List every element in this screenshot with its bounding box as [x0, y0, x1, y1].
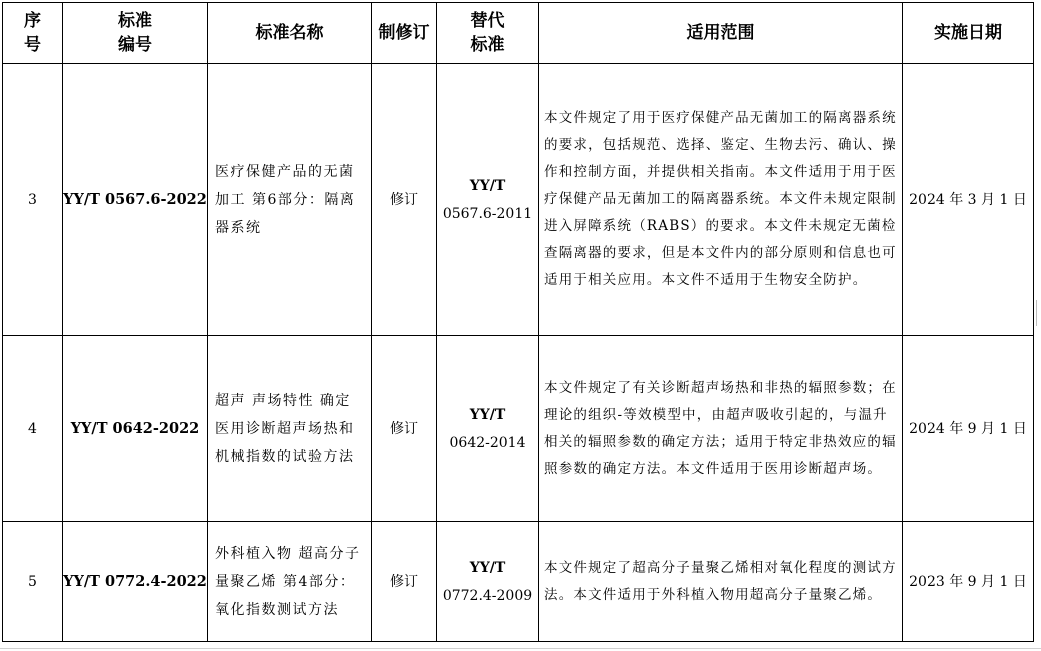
- header-replace-line1: 替代: [470, 11, 505, 31]
- row-name: 外科植入物 超高分子量聚乙烯 第4部分：氧化指数测试方法: [208, 522, 372, 642]
- header-code-line2: 编号: [118, 35, 152, 55]
- row-code: YY/T 0567.6-2022: [63, 64, 208, 336]
- row-date: 2024 年 3 月 1 日: [903, 64, 1034, 336]
- row-replace-line1: YY/T: [469, 559, 506, 576]
- row-replace-line2: 0642-2014: [449, 434, 526, 451]
- row-name: 医疗保健产品的无菌加工 第6部分：隔离器系统: [208, 64, 372, 336]
- row-type: 修订: [372, 522, 437, 642]
- row-replace: [437, 336, 539, 522]
- row-replace-line2: 0772.4-2009: [442, 587, 533, 604]
- header-replace: [437, 3, 539, 64]
- table-row: [3, 522, 1034, 642]
- row-replace: [437, 64, 539, 336]
- header-seq-line1: 序: [24, 11, 41, 31]
- row-scope: 本文件规定了有关诊断超声场热和非热的辐照参数；在理论的组织-等效模型中，由超声吸收引起的，与温升相关的辐照参数的确定方法；适用于特定非热效应的辐照参数的确定方法。本文件适用于医用诊断超声场。: [539, 336, 903, 522]
- header-seq-line2: 号: [24, 35, 41, 55]
- row-scope: 本文件规定了超高分子量聚乙烯相对氧化程度的测试方法。本文件适用于外科植入物用超高分子量聚乙烯。: [539, 522, 903, 642]
- row-code: YY/T 0772.4-2022: [63, 522, 208, 642]
- row-name: 超声 声场特性 确定医用诊断超声场热和机械指数的试验方法: [208, 336, 372, 522]
- row-seq: 4: [3, 336, 63, 522]
- row-replace-line2: 0567.6-2011: [442, 205, 533, 222]
- row-date: 2023 年 9 月 1 日: [903, 522, 1034, 642]
- header-seq: [3, 3, 63, 64]
- row-scope: 本文件规定了用于医疗保健产品无菌加工的隔离器系统的要求，包括规范、选择、鉴定、生物去污、确认、操作和控制方面，并提供相关指南。本文件适用于用于医疗保健产品无菌加工的隔离器系统。本文件未规定限制进入屏障系统（RABS）的要求。本文件未规定无菌检查隔离器的要求，但是本文件内的部分原则和信息也可适用于相关应用。本文件不适用于生物安全防护。: [539, 64, 903, 336]
- row-type: 修订: [372, 64, 437, 336]
- header-scope: 适用范围: [539, 3, 903, 64]
- row-date: 2024 年 9 月 1 日: [903, 336, 1034, 522]
- header-type: 制修订: [372, 3, 437, 64]
- row-seq: 5: [3, 522, 63, 642]
- bottom-edge-rule: [0, 648, 1041, 649]
- table-row: [3, 336, 1034, 522]
- header-replace-line2: 标准: [470, 35, 505, 55]
- header-code-line1: 标准: [118, 11, 152, 31]
- header-date: 实施日期: [903, 3, 1034, 64]
- table-row: [3, 64, 1034, 336]
- row-replace-line1: YY/T: [469, 406, 506, 423]
- row-type: 修订: [372, 336, 437, 522]
- row-seq: 3: [3, 64, 63, 336]
- header-name: 标准名称: [208, 3, 372, 64]
- row-replace: [437, 522, 539, 642]
- table-header-row: [3, 3, 1034, 64]
- header-code: [63, 3, 208, 64]
- standards-table: [2, 2, 1034, 642]
- row-code: YY/T 0642-2022: [63, 336, 208, 522]
- row-replace-line1: YY/T: [469, 177, 506, 194]
- right-edge-rule: [1036, 300, 1037, 326]
